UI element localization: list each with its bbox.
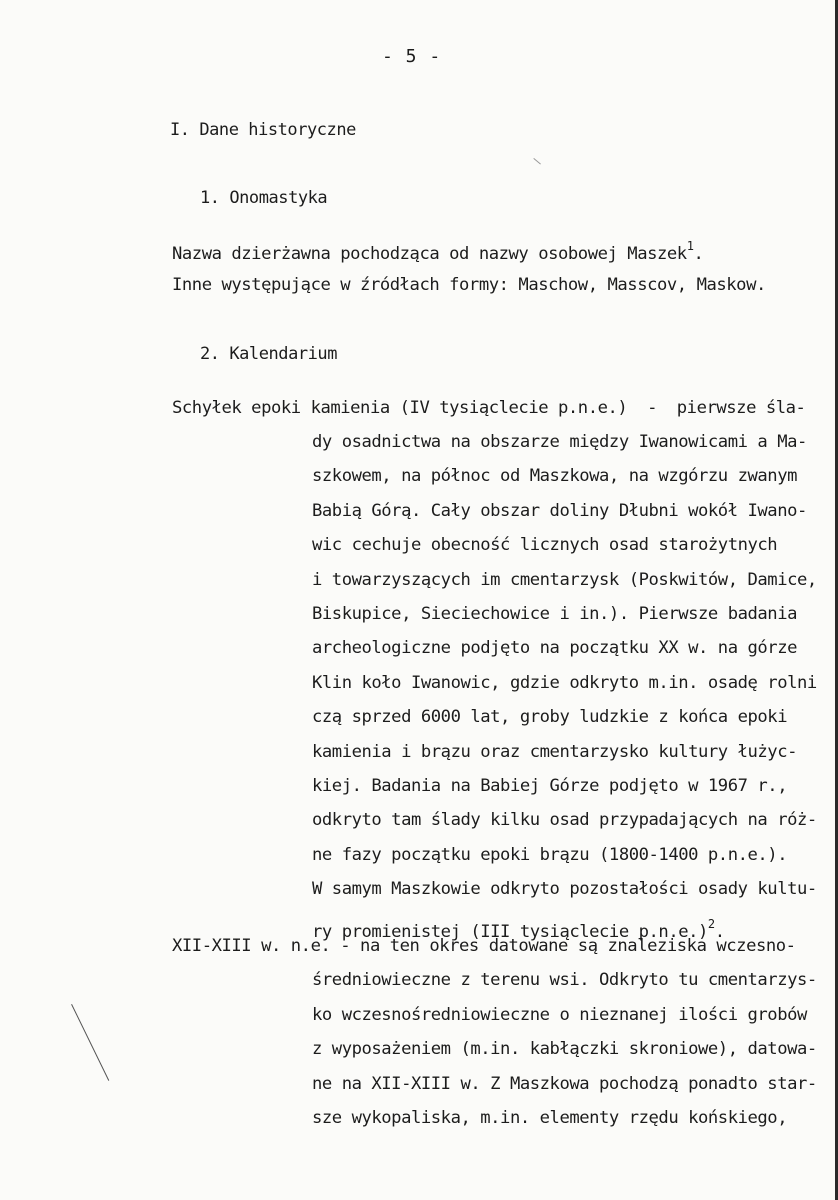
body-line: średniowieczne z terenu wsi. Odkryto tu cmentarzys- [312, 970, 817, 990]
footnote-marker-2: 2 [707, 916, 715, 931]
body-line: i towarzyszących im cmentarzysk (Poskwitów, Damice, [312, 569, 817, 590]
body-line: kiej. Badania na Babiej Górze podjęto w 1967 r., [312, 776, 788, 796]
calendar-entry-2-lead: XII-XIII w. n.e. - na ten okres datowane są znaleziska wczesno- [172, 936, 796, 956]
body-line: czą sprzed 6000 lat, groby ludzkie z końca epoki [312, 707, 788, 728]
body-line: sze wykopaliska, m.in. elementy rzędu końskiego, [312, 1108, 788, 1128]
body-line: kamienia i brązu oraz cmentarzysko kultury łużyc- [312, 741, 797, 762]
calendar-entry-1-last-end: . [714, 921, 725, 942]
onomastics-line-1-end: . [693, 244, 704, 264]
calendar-entry-1-lead: Schyłek epoki kamienia (IV tysiąclecie p.n.e.) - pierwsze śla- [172, 398, 806, 418]
body-line: Biskupice, Sieciechowice i in.). Pierwsze badania [312, 604, 797, 624]
body-line: z wyposażeniem (m.in. kabłączki skroniowe), datowa- [312, 1039, 817, 1059]
body-line: ne na XII-XIII w. Z Maszkowa pochodzą ponadto star- [312, 1073, 817, 1094]
body-line: Babią Górą. Cały obszar doliny Dłubni wokół Iwano- [312, 500, 807, 521]
subsection-heading-onomastyka: 1. Onomastyka [200, 188, 328, 208]
body-line: dy osadnictwa na obszarze między Iwanowicami a Ma- [312, 432, 807, 452]
body-line: wic cechuje obecność licznych osad starożytnych [312, 535, 778, 556]
onomastics-line-1-text: Nazwa dzierżawna pochodząca od nazwy osobowej Maszek [172, 244, 687, 264]
body-line: szkowem, na północ od Maszkowa, na wzgórzu zwanym [312, 466, 797, 487]
section-title: I. Dane historyczne [170, 120, 356, 140]
body-line: ne fazy początku epoki brązu (1800-1400 p.n.e.). [312, 844, 788, 865]
body-line: odkryto tam ślady kilku osad przypadających na róż- [312, 810, 817, 831]
body-line: ko wczesnośredniowieczne o nieznanej ilości grobów [312, 1004, 807, 1025]
onomastics-line-2: Inne występujące w źródłach formy: Maschow, Masscov, Maskow. [172, 275, 766, 295]
body-line: W samym Maszkowie odkryto pozostałości osady kultu- [312, 879, 817, 900]
body-line: Klin koło Iwanowic, gdzie odkryto m.in. osadę rolni [312, 672, 817, 693]
paper-speck [533, 158, 541, 165]
calendar-entry-1-last-text: ry promienistej (III tysiąclecie p.n.e.) [312, 921, 708, 942]
page-number: - 5 - [382, 46, 442, 67]
body-line: archeologiczne podjęto na początku XX w. na górze [312, 638, 797, 659]
subsection-heading-kalendarium: 2. Kalendarium [200, 344, 337, 364]
onomastics-line-1 [172, 236, 703, 264]
footnote-marker-1: 1 [686, 239, 694, 253]
margin-pen-stroke [71, 1004, 110, 1081]
